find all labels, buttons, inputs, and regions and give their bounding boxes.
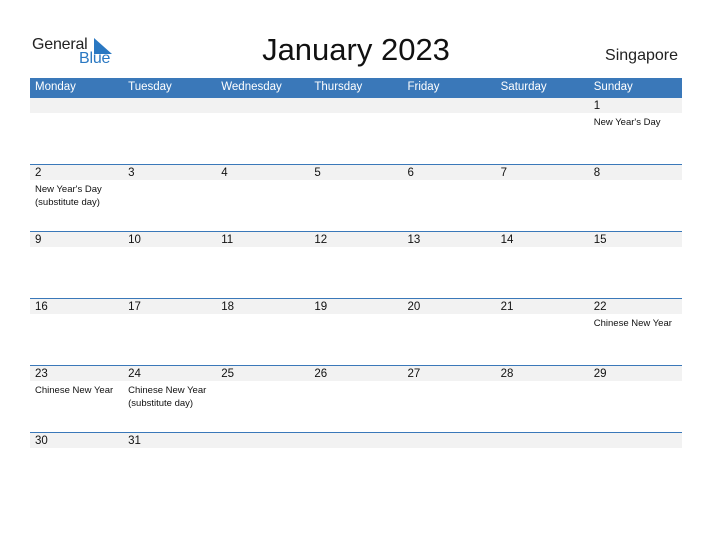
day-cell xyxy=(123,432,216,499)
day-number: 1 xyxy=(593,100,601,112)
calendar-week xyxy=(30,231,682,298)
day-cell xyxy=(123,231,216,298)
calendar-week xyxy=(30,365,682,432)
day-cell xyxy=(403,164,496,231)
day-number: 5 xyxy=(314,167,321,179)
day-cell xyxy=(123,298,216,365)
day-cell xyxy=(403,298,496,365)
day-number: 28 xyxy=(500,368,514,380)
logo-text-blue: Blue xyxy=(79,50,111,67)
day-cell xyxy=(589,298,682,365)
day-cell xyxy=(216,97,309,164)
day-cell xyxy=(309,231,402,298)
day-cell xyxy=(403,231,496,298)
day-cell xyxy=(30,97,123,164)
day-cell xyxy=(403,432,496,499)
day-number: 26 xyxy=(314,368,328,380)
day-cell xyxy=(309,365,402,432)
day-number: 11 xyxy=(221,234,234,246)
day-cell xyxy=(309,164,402,231)
day-number: 27 xyxy=(407,368,421,380)
day-cell xyxy=(496,365,589,432)
day-cell xyxy=(123,97,216,164)
day-number: 8 xyxy=(593,167,601,179)
day-cell xyxy=(216,432,309,499)
day-number: 3 xyxy=(128,167,135,179)
day-number: 22 xyxy=(593,301,607,313)
day-number: 7 xyxy=(500,167,508,179)
day-number: 23 xyxy=(35,368,48,380)
day-cell xyxy=(589,164,682,231)
calendar-week xyxy=(30,298,682,365)
day-cell xyxy=(123,164,216,231)
day-cell xyxy=(30,298,123,365)
day-cell xyxy=(589,97,682,164)
day-cell xyxy=(30,164,123,231)
day-number: 21 xyxy=(500,301,514,313)
day-number: 14 xyxy=(500,234,514,246)
day-number: 25 xyxy=(221,368,235,380)
day-cell xyxy=(216,298,309,365)
day-cell xyxy=(496,164,589,231)
weekday-header xyxy=(30,78,682,97)
day-number: 24 xyxy=(128,368,141,380)
day-cell xyxy=(496,97,589,164)
day-cell xyxy=(216,164,309,231)
logo-text-general: General xyxy=(32,36,88,53)
day-cell xyxy=(216,365,309,432)
page-title: January 2023 xyxy=(262,32,450,67)
weekday-saturday: Saturday xyxy=(500,81,547,93)
day-number: 30 xyxy=(35,435,48,447)
day-number: 17 xyxy=(128,301,141,313)
weekday-tuesday: Tuesday xyxy=(128,81,172,93)
holiday-label: Chinese New Year (substitute day) xyxy=(128,385,207,409)
day-cell xyxy=(309,298,402,365)
day-cell xyxy=(589,432,682,499)
day-number: 16 xyxy=(35,301,48,313)
calendar-week xyxy=(30,164,682,231)
country-label: Singapore xyxy=(605,47,678,64)
weekday-thursday: Thursday xyxy=(314,81,363,93)
day-cell xyxy=(309,432,402,499)
day-cell xyxy=(496,432,589,499)
day-number: 12 xyxy=(314,234,328,246)
day-cell xyxy=(309,97,402,164)
day-number: 2 xyxy=(35,167,42,179)
holiday-label: Chinese New Year xyxy=(35,385,114,396)
day-number: 31 xyxy=(128,435,141,447)
day-number: 19 xyxy=(314,301,328,313)
holiday-label: New Year's Day xyxy=(593,117,661,128)
day-cell xyxy=(589,365,682,432)
day-number: 4 xyxy=(221,167,228,179)
day-number: 13 xyxy=(407,234,421,246)
day-cell xyxy=(403,97,496,164)
calendar-week xyxy=(30,97,682,164)
day-cell xyxy=(216,231,309,298)
holiday-label: Chinese New Year xyxy=(593,318,672,329)
day-number: 9 xyxy=(35,234,42,246)
day-cell xyxy=(30,432,123,499)
weekday-wednesday: Wednesday xyxy=(221,81,282,93)
weekday-monday: Monday xyxy=(35,81,76,93)
day-cell xyxy=(496,231,589,298)
day-cell xyxy=(589,231,682,298)
calendar-week xyxy=(30,432,682,499)
day-number: 6 xyxy=(407,167,414,179)
day-number: 18 xyxy=(221,301,235,313)
weekday-sunday: Sunday xyxy=(593,81,633,93)
day-number: 10 xyxy=(128,234,141,246)
weekday-friday: Friday xyxy=(407,81,440,93)
holiday-label: New Year's Day (substitute day) xyxy=(35,184,102,208)
day-number: 29 xyxy=(593,368,607,380)
day-cell xyxy=(403,365,496,432)
day-cell xyxy=(123,365,216,432)
day-number: 15 xyxy=(593,234,607,246)
day-cell xyxy=(30,231,123,298)
day-cell xyxy=(496,298,589,365)
day-cell xyxy=(30,365,123,432)
day-number: 20 xyxy=(407,301,421,313)
